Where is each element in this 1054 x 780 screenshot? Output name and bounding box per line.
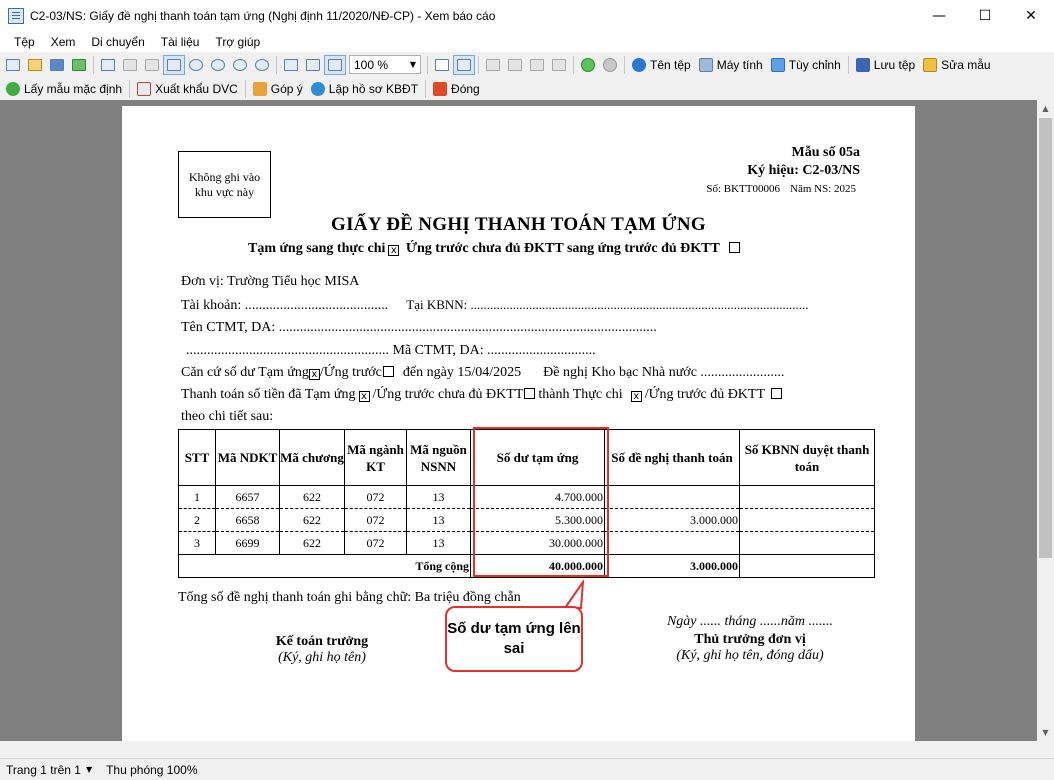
total-balance: 40.000.000 <box>471 555 605 578</box>
undo-arrow-icon <box>6 82 20 96</box>
payment-prepay-text: /Ứng trước chưa đủ ĐKTT <box>372 387 524 402</box>
highlight-balance-column <box>473 427 609 577</box>
payment-prepay-eligible-text: /Ứng trước đủ ĐKTT <box>644 387 766 402</box>
file-name-label: Tên tệp <box>650 57 691 72</box>
basis-advance-text: Căn cứ số dư Tạm ứng <box>181 365 309 380</box>
single-page-icon[interactable] <box>431 55 453 75</box>
kbdt-button[interactable] <box>307 79 422 99</box>
subtitle-advance-to-actual: Tạm ứng sang thực chi <box>248 241 386 256</box>
chief-accountant-note: (Ký, ghi họ tên) <box>278 650 366 665</box>
cell-nguon: 13 <box>407 532 471 555</box>
payment-actual-text: thành Thực chi <box>538 387 623 402</box>
program-code-field: Mã CTMT, DA: ............................... <box>392 343 596 358</box>
date-line: Ngày ...... tháng ......năm ....... <box>666 614 834 629</box>
checkbox-empty <box>524 388 535 399</box>
cell-ndkt: 6699 <box>216 532 280 555</box>
feedback-icon <box>253 82 267 96</box>
title-bar <box>0 0 1054 32</box>
menu-help[interactable]: Trợ giúp <box>215 35 261 49</box>
save-file-label: Lưu tệp <box>873 57 916 72</box>
zoom-icon[interactable] <box>185 55 207 75</box>
first-page-icon[interactable] <box>482 55 504 75</box>
back-arrow-icon[interactable] <box>577 55 599 75</box>
chevron-down-icon: ▼ <box>85 765 93 774</box>
scroll-thumb[interactable] <box>1039 118 1052 558</box>
menu-view[interactable]: Xem <box>50 35 76 49</box>
basis-line <box>181 365 784 381</box>
no-write-box: Không ghi vào khu vực này <box>178 151 271 218</box>
calculator-label: Máy tính <box>716 57 763 72</box>
status-bar <box>0 758 1054 780</box>
cell-balance: 30.000.000 <box>471 532 605 555</box>
zoom-select[interactable] <box>349 55 421 74</box>
header-requested: Số đề nghị thanh toán <box>605 430 740 486</box>
cell-stt: 3 <box>179 532 216 555</box>
export-dvc-icon <box>137 82 151 96</box>
customize-icon <box>771 58 785 72</box>
document-number: Số: BKTT00006 <box>706 183 780 195</box>
vertical-scrollbar[interactable] <box>1037 100 1054 741</box>
chief-accountant-title: Kế toán trưởng <box>275 634 369 649</box>
payment-advance-text: Thanh toán số tiền đã Tạm ứng <box>181 387 356 402</box>
director-note: (Ký, ghi họ tên, đóng dấu) <box>676 648 824 663</box>
header-chuong: Mã chương <box>280 430 345 486</box>
cell-nguon: 13 <box>407 486 471 509</box>
close-report-label: Đóng <box>451 81 480 96</box>
header-stt: STT <box>179 430 216 486</box>
menu-file[interactable]: Tệp <box>14 35 35 49</box>
floppy-icon <box>856 58 870 72</box>
form-number-block <box>642 144 860 180</box>
window-title: C2-03/NS: Giấy đề nghị thanh toán tạm ứng (Nghị định 11/2020/NĐ-CP) - Xem báo cáo <box>30 9 496 23</box>
forward-arrow-icon[interactable] <box>599 55 621 75</box>
basis-prepay-text: /Ứng trước <box>319 365 382 380</box>
cell-ndkt: 6658 <box>216 509 280 532</box>
cell-balance: 4.700.000 <box>471 486 605 509</box>
form-meta <box>642 183 856 195</box>
cell-ndkt: 6657 <box>216 486 280 509</box>
details-line: theo chi tiết sau: <box>181 409 274 424</box>
checkbox-checked: x <box>359 391 370 402</box>
program-code-dots: .......................................................... <box>186 343 389 358</box>
cell-chuong: 622 <box>280 509 345 532</box>
minimize-button[interactable]: — <box>932 8 946 24</box>
info-icon <box>632 58 646 72</box>
report-app-icon <box>8 8 24 24</box>
total-approved <box>740 555 875 578</box>
right-signature-block <box>650 614 850 664</box>
header-ndkt: Mã NDKT <box>216 430 280 486</box>
subtitle-prepay: Ứng trước chưa đủ ĐKTT sang ứng trước đủ ĐKTT <box>405 241 720 256</box>
cell-chuong: 622 <box>280 486 345 509</box>
subtitle-line <box>248 241 743 257</box>
header-nguon-nsnn: Mã nguồn NSNN <box>407 430 471 486</box>
menu-bar <box>0 32 1054 52</box>
kbnn-field: Tại KBNN: ........................................................................................................ <box>406 297 809 312</box>
zoom-in-icon[interactable] <box>207 55 229 75</box>
checkbox-checked: x <box>631 391 642 402</box>
next-page-icon[interactable] <box>526 55 548 75</box>
main-toolbar <box>0 53 1054 76</box>
page-width-icon[interactable] <box>280 55 302 75</box>
default-template-button[interactable] <box>2 79 126 99</box>
total-requested: 3.000.000 <box>605 555 740 578</box>
actual-size-icon[interactable] <box>324 55 346 75</box>
left-signature-block <box>252 634 392 666</box>
payment-line <box>181 387 785 403</box>
file-name-button[interactable] <box>628 55 695 75</box>
checkbox-empty <box>729 242 740 253</box>
error-callout: Số dư tạm ứng lên sai <box>445 606 583 672</box>
cell-chuong: 622 <box>280 532 345 555</box>
calculator-icon <box>699 58 713 72</box>
budget-year: Năm NS: 2025 <box>790 183 856 195</box>
page-indicator-text: Trang 1 trên 1 <box>6 762 81 777</box>
menu-document[interactable]: Tài liệu <box>160 35 200 49</box>
zoom-region-icon[interactable] <box>251 55 273 75</box>
cell-approved <box>740 486 875 509</box>
director-title: Thủ trưởng đơn vị <box>694 632 806 647</box>
menu-navigate[interactable]: Di chuyển <box>91 35 145 49</box>
cell-requested <box>605 532 740 555</box>
last-page-icon[interactable] <box>548 55 570 75</box>
previous-page-icon[interactable] <box>504 55 526 75</box>
account-field: Tài khoản: ......................................... <box>181 298 389 313</box>
form-symbol: Ký hiệu: C2-03/NS <box>747 163 860 178</box>
scroll-down-icon[interactable]: ▼ <box>1042 728 1049 737</box>
feedback-button[interactable] <box>249 79 307 99</box>
cell-balance: 5.300.000 <box>471 509 605 532</box>
cell-stt: 2 <box>179 509 216 532</box>
export-icon[interactable] <box>68 55 90 75</box>
checkbox-checked: x <box>388 245 399 256</box>
kbdt-label: Lập hồ sơ KBĐT <box>328 81 419 96</box>
globe-icon <box>311 82 325 96</box>
header-approved: Số KBNN duyệt thanh toán <box>740 430 875 486</box>
save-file-button[interactable] <box>852 55 919 75</box>
header-nganh-kt: Mã ngành KT <box>345 430 407 486</box>
calculator-button[interactable] <box>695 55 767 75</box>
horizontal-scrollbar[interactable] <box>0 741 1054 758</box>
whole-page-icon[interactable] <box>302 55 324 75</box>
save-icon[interactable] <box>46 55 68 75</box>
cell-nguon: 13 <box>407 509 471 532</box>
customize-label: Tùy chỉnh <box>788 57 841 72</box>
unit-line: Đơn vị: Trường Tiểu học MISA <box>181 274 360 289</box>
customize-button[interactable] <box>767 55 845 75</box>
print-icon[interactable] <box>2 55 24 75</box>
cell-nganh: 072 <box>345 532 407 555</box>
power-icon <box>433 82 447 96</box>
account-line <box>181 297 809 314</box>
default-template-label: Lấy mẫu mặc định <box>24 81 123 96</box>
cell-requested <box>605 486 740 509</box>
maximize-button[interactable]: ☐ <box>978 8 992 24</box>
document-title: GIẤY ĐỀ NGHỊ THANH TOÁN TẠM ỨNG <box>331 214 706 235</box>
close-report-button[interactable] <box>429 79 484 99</box>
total-label: Tổng cộng <box>179 555 471 578</box>
checkbox-empty <box>383 366 394 377</box>
export-dvc-label: Xuất khẩu DVC <box>155 81 238 96</box>
zoom-value: 100 % <box>354 57 389 72</box>
cell-stt: 1 <box>179 486 216 509</box>
cell-nganh: 072 <box>345 509 407 532</box>
continuous-page-icon[interactable] <box>453 55 475 75</box>
edit-template-button[interactable] <box>919 55 994 75</box>
cell-approved <box>740 509 875 532</box>
sum-in-words: Tổng số đề nghị thanh toán ghi bằng chữ: Ba triệu đồng chẵn <box>178 590 521 605</box>
zoom-status: Thu phóng 100% <box>106 762 198 777</box>
page-indicator[interactable] <box>6 763 92 777</box>
zoom-out-icon[interactable] <box>229 55 251 75</box>
hand-tool-icon[interactable] <box>163 55 185 75</box>
scroll-up-icon[interactable]: ▲ <box>1042 104 1049 113</box>
program-code-line <box>186 343 596 359</box>
thumbnails-icon[interactable] <box>141 55 163 75</box>
table-of-contents-icon[interactable] <box>97 55 119 75</box>
export-dvc-button[interactable] <box>133 79 242 99</box>
cell-approved <box>740 532 875 555</box>
chevron-down-icon: ▼ <box>409 60 416 69</box>
cell-requested: 3.000.000 <box>605 509 740 532</box>
open-folder-icon[interactable] <box>24 55 46 75</box>
header-balance: Số dư tạm ứng <box>471 430 605 486</box>
basis-date-text: đến ngày 15/04/2025 <box>402 365 522 380</box>
edit-template-label: Sửa mẫu <box>941 57 991 72</box>
cell-nganh: 072 <box>345 486 407 509</box>
checkbox-checked: x <box>309 369 320 380</box>
close-window-button[interactable]: ✕ <box>1025 8 1037 24</box>
edit-template-icon <box>923 58 937 72</box>
form-number: Mẫu số 05a <box>791 145 860 160</box>
program-line: Tên CTMT, DA: ............................................................................................................ <box>181 320 657 335</box>
feedback-label: Góp ý <box>270 81 303 96</box>
secondary-toolbar <box>0 77 1054 100</box>
checkbox-empty <box>771 388 782 399</box>
basis-treasury-text: Đề nghị Kho bạc Nhà nước ........................ <box>543 365 785 380</box>
find-icon[interactable] <box>119 55 141 75</box>
